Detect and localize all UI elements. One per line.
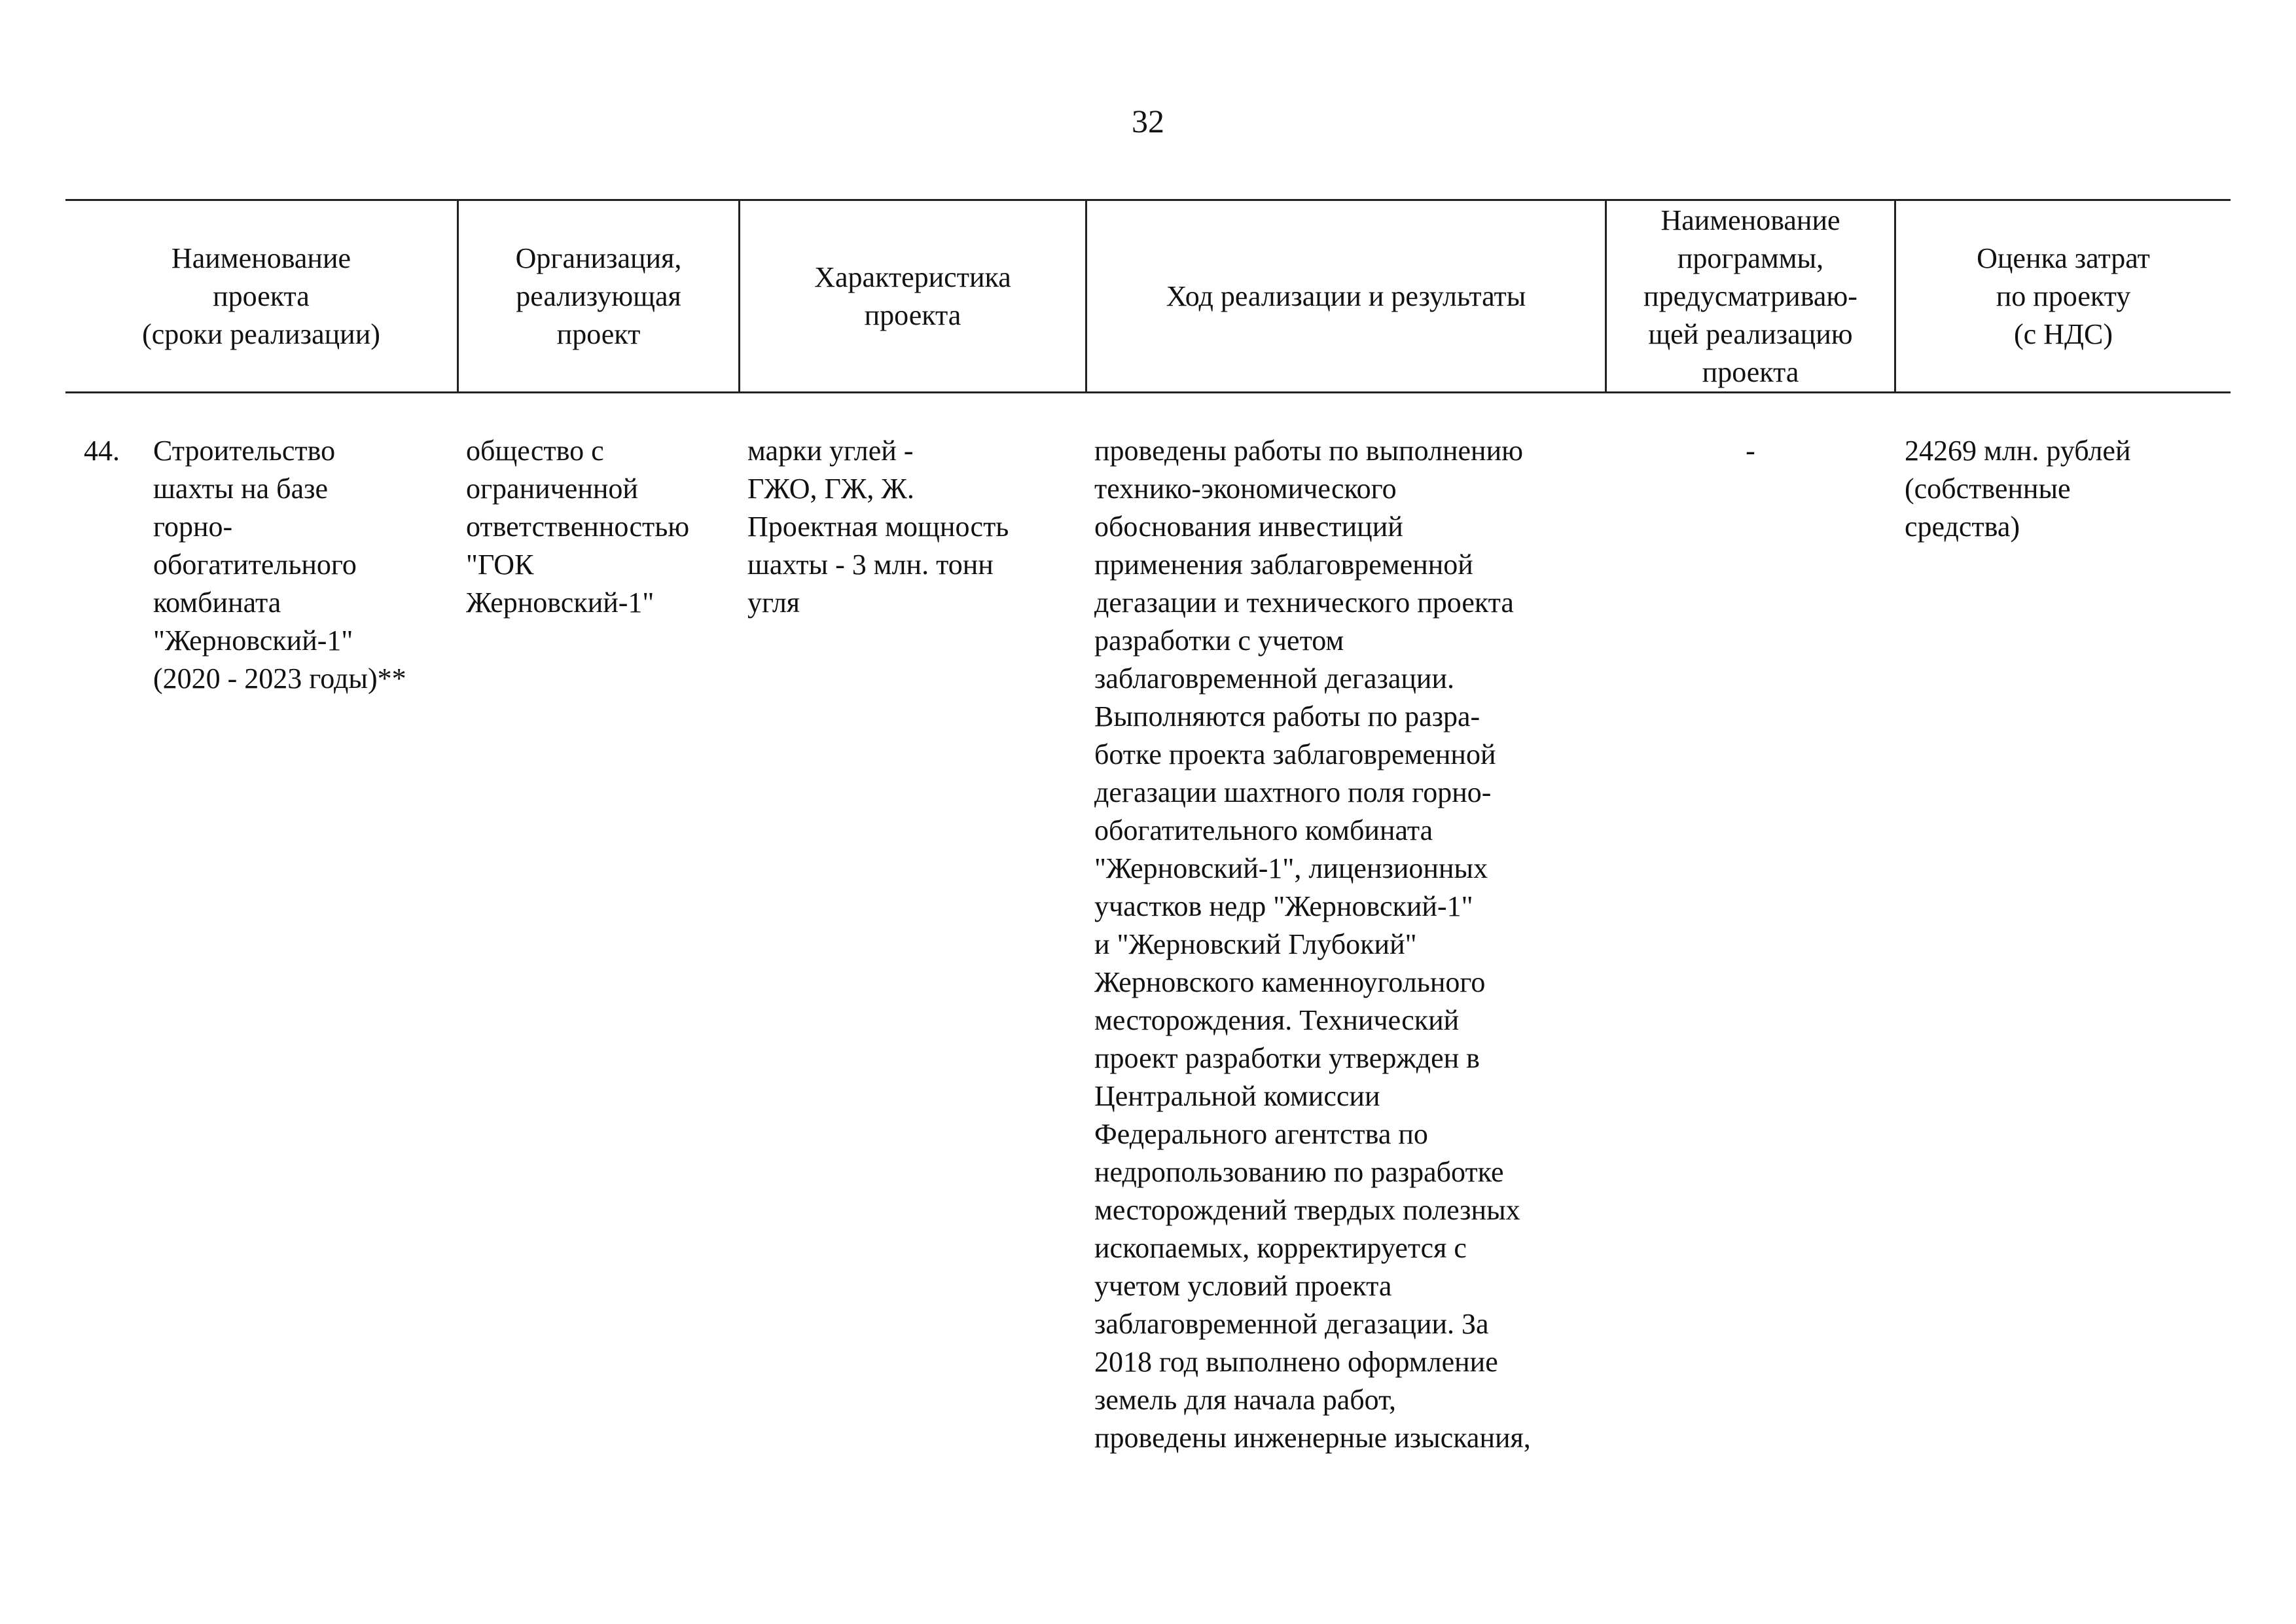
header-organization: Организация, реализующая проект bbox=[515, 242, 682, 350]
characteristic-cell: марки углей - ГЖО, ГЖ, Ж. Проектная мощность шахты - 3 млн. тонн угля bbox=[747, 435, 1009, 619]
project-name-cell: Строительство шахты на базе горно- обогатительного комбината "Жерновский-1" (2020 - 2023 годы)** bbox=[153, 435, 406, 695]
row-number: 44. bbox=[84, 435, 120, 467]
cost-cell: 24269 млн. рублей (собственные средства) bbox=[1905, 435, 2131, 543]
page-number: 32 bbox=[1132, 103, 1164, 139]
program-cell: - bbox=[1746, 435, 1755, 467]
header-project-name: Наименование проекта (сроки реализации) bbox=[142, 242, 380, 350]
header-program: Наименование программы, предусматриваю- щей реализацию проекта bbox=[1643, 204, 1857, 388]
header-characteristic: Характеристика проекта bbox=[814, 261, 1011, 331]
header-cost: Оценка затрат по проекту (с НДС) bbox=[1977, 242, 2150, 350]
progress-cell: проведены работы по выполнению технико-экономического обоснования инвестиций применения заблаговременной дегазации и технического проекта разработки с учетом заблаговременной дегазации. Выполняются работы по разра- ботке проекта заблаговременной дегазации шахтного поля горно- обогатительного комбината "Жерновский-1", лицензионных участков недр "Жерновский-1" и "Жерновский Глубокий" Жерновского каменноугольного месторождения. Технический проект разработки утвержден в Центральной комиссии Федерального агентства по недропользованию по разработке месторождений твердых полезных ископаемых, корректируется с учетом условий проекта заблаговременной дегазации. За 2018 год выполнено оформление земель для начала работ, проведены инженерные изыскания, bbox=[1094, 435, 1531, 1454]
organization-cell: общество с ограниченной ответственностью "ГОК Жерновский-1" bbox=[466, 435, 690, 619]
header-progress: Ход реализации и результаты bbox=[1166, 280, 1526, 312]
